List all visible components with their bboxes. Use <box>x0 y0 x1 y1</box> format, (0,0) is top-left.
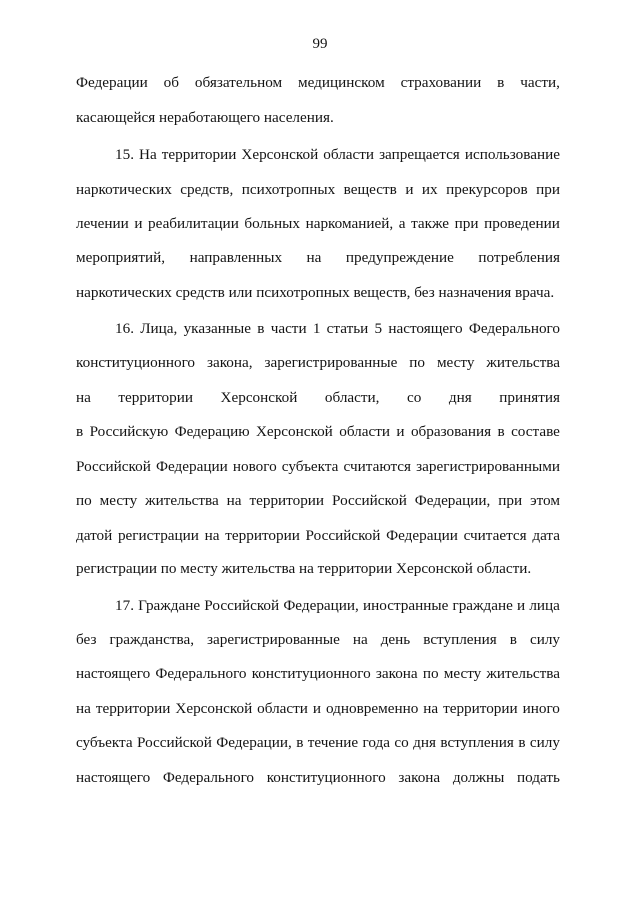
text-word: в <box>257 320 265 337</box>
text-word: предупреждение <box>345 249 454 266</box>
text-word: области <box>339 423 390 440</box>
text-word: средств, <box>180 181 234 198</box>
text-line <box>76 214 560 234</box>
text-word: 1 <box>312 320 321 337</box>
text-word: Федерации, <box>283 597 359 614</box>
text-word: запрещается <box>379 146 460 163</box>
text-line <box>76 248 560 268</box>
text-word: закона, <box>206 354 253 371</box>
text-line <box>76 108 560 128</box>
text-line <box>76 526 560 546</box>
text-word: без <box>76 631 97 648</box>
text-word: настоящего <box>76 665 151 682</box>
text-word: части, <box>520 74 560 91</box>
text-word: указанные <box>183 320 252 337</box>
text-word: по <box>76 492 92 509</box>
text-word: на <box>423 700 439 717</box>
text-word: Федерацию <box>174 423 250 440</box>
text-word: на <box>76 389 91 406</box>
text-word: в <box>497 423 505 440</box>
text-word: конституционного <box>76 354 196 371</box>
text-line <box>76 491 560 511</box>
text-word: Российской <box>305 527 381 544</box>
text-word: должны <box>452 769 505 786</box>
text-word: день <box>380 631 411 648</box>
text-word: веществ <box>343 181 397 198</box>
text-word: лица <box>529 597 560 614</box>
text-word: Федерации <box>76 74 148 91</box>
text-word: субъекта <box>281 458 339 475</box>
text-word: медицинском <box>298 74 385 91</box>
text-word: Херсонской <box>255 423 333 440</box>
text-word: 15. <box>115 146 134 163</box>
text-word: на <box>306 249 322 266</box>
text-line <box>76 73 560 93</box>
text-word: Российской <box>332 492 407 509</box>
text-word: Херсонской <box>220 389 298 406</box>
text-word: касающейся неработающего населения. <box>76 109 334 126</box>
text-line <box>115 319 560 339</box>
text-word: составе <box>511 423 560 440</box>
text-word: реабилитации <box>148 215 239 232</box>
text-line <box>76 630 560 650</box>
text-word: территории <box>443 700 518 717</box>
text-word: а <box>398 215 406 232</box>
text-word: территории <box>95 700 171 717</box>
text-word: по <box>409 354 425 371</box>
text-word: Херсонской <box>175 700 253 717</box>
text-word: месту <box>443 665 482 682</box>
text-word: Федерации <box>386 527 458 544</box>
text-word: лечении <box>76 215 129 232</box>
text-word: Российской <box>137 734 212 751</box>
text-word: закона <box>398 769 441 786</box>
text-word: наркоманией, <box>305 215 394 232</box>
text-word: использование <box>464 146 560 163</box>
text-word: и <box>405 181 414 198</box>
text-word: месту <box>436 354 475 371</box>
text-word: дня <box>413 734 436 751</box>
text-line <box>76 768 560 788</box>
text-line <box>76 733 560 753</box>
text-word: дата <box>532 527 560 544</box>
text-word: регистрации <box>117 527 199 544</box>
text-word: Лица, <box>140 320 178 337</box>
text-word: этом <box>530 492 560 509</box>
text-word: Российской <box>76 458 151 475</box>
text-word: настоящего <box>76 769 151 786</box>
text-word: статьи <box>326 320 369 337</box>
text-word: зарегистрированные <box>264 354 398 371</box>
text-word: в <box>296 734 304 751</box>
text-word: наркотических средств или психотропных веществ, без назначения врача. <box>76 284 555 301</box>
text-word: жительства <box>486 354 560 371</box>
text-word: Федерального <box>155 665 247 682</box>
text-word: конституционного <box>251 665 371 682</box>
text-word: психотропных <box>241 181 336 198</box>
text-word: Российскую <box>89 423 169 440</box>
text-word: наркотических <box>76 181 172 198</box>
text-word: субъекта <box>76 734 133 751</box>
text-word: считаются <box>343 458 412 475</box>
text-word: на <box>352 631 368 648</box>
text-word: Федерации <box>155 458 228 475</box>
text-word: гражданства, <box>109 631 194 648</box>
text-word: Федерального <box>162 769 255 786</box>
text-word: жительства <box>145 492 219 509</box>
text-word: со <box>394 734 409 751</box>
text-word: направленных <box>189 249 283 266</box>
text-word: об <box>163 74 179 91</box>
text-word: части <box>270 320 307 337</box>
text-word: Федерации, <box>414 492 491 509</box>
text-word: Федерации, <box>216 734 292 751</box>
text-word: области <box>323 146 375 163</box>
text-line <box>76 422 560 442</box>
text-word: года <box>362 734 391 751</box>
text-word: и <box>517 597 526 614</box>
text-line <box>76 353 560 373</box>
text-word: одновременно <box>325 700 419 717</box>
text-word: со <box>407 389 422 406</box>
text-word: обязательном <box>194 74 283 91</box>
text-word: нового <box>232 458 277 475</box>
text-word: зарегистрированные <box>207 631 340 648</box>
text-word: в <box>76 423 84 440</box>
text-line <box>76 388 560 408</box>
text-line <box>115 596 560 616</box>
text-line <box>76 457 560 477</box>
text-word: На <box>139 146 157 163</box>
text-word: по <box>422 665 439 682</box>
text-word: граждане <box>452 597 513 614</box>
text-word: и <box>134 215 143 232</box>
text-word: принятия <box>499 389 560 406</box>
text-line <box>115 145 560 165</box>
text-word: и <box>312 700 322 717</box>
text-word: 5 <box>374 320 383 337</box>
text-word: территории <box>161 146 237 163</box>
text-word: в <box>497 74 505 91</box>
text-word: зарегистрированными <box>416 458 560 475</box>
text-word: подать <box>517 769 560 786</box>
text-word: больных <box>244 215 300 232</box>
text-word: Российской <box>204 597 280 614</box>
text-word: регистрации по месту жительства на территории Херсонской области. <box>76 560 532 577</box>
text-line <box>76 180 560 200</box>
text-line <box>76 664 560 684</box>
text-word: жительства <box>486 665 560 682</box>
text-word: прекурсоров <box>446 181 528 198</box>
text-word: их <box>421 181 438 198</box>
text-word: дня <box>448 389 472 406</box>
text-word: месту <box>99 492 138 509</box>
text-word: Херсонской <box>241 146 319 163</box>
text-word: датой <box>76 527 113 544</box>
text-word: при <box>536 181 560 198</box>
text-word: считается <box>463 527 527 544</box>
text-word: области, <box>324 389 380 406</box>
text-word: страховании <box>400 74 482 91</box>
text-word: также <box>411 215 450 232</box>
text-word: территории <box>225 527 300 544</box>
text-word: конституционного <box>266 769 386 786</box>
text-word: территории <box>118 389 193 406</box>
text-word: вступления <box>423 631 497 648</box>
text-word: потребления <box>478 249 560 266</box>
text-word: в <box>518 734 526 751</box>
text-word: образования <box>410 423 492 440</box>
text-word: 16. <box>115 320 134 337</box>
text-line <box>76 699 560 719</box>
text-word: настоящего <box>388 320 463 337</box>
text-word: вступления <box>440 734 514 751</box>
text-line <box>76 283 560 303</box>
text-word: на <box>226 492 242 509</box>
text-word: и <box>396 423 405 440</box>
text-word: при <box>498 492 523 509</box>
text-word: области <box>257 700 308 717</box>
text-word: иностранные <box>363 597 449 614</box>
text-line <box>76 559 560 579</box>
text-word: территории <box>249 492 325 509</box>
text-word: при <box>454 215 479 232</box>
text-word: в <box>509 631 517 648</box>
text-word: 17. <box>115 597 134 614</box>
text-word: закона <box>375 665 418 682</box>
page-number: 99 <box>312 36 328 52</box>
text-word: Федерального <box>468 320 560 337</box>
text-word: иного <box>522 700 560 717</box>
text-word: на <box>204 527 220 544</box>
text-word: проведении <box>484 215 560 232</box>
text-word: на <box>76 700 91 717</box>
text-word: мероприятий, <box>76 249 166 266</box>
text-word: течение <box>307 734 359 751</box>
text-word: силу <box>529 631 560 648</box>
text-word: силу <box>529 734 560 751</box>
text-word: Граждане <box>138 597 201 614</box>
